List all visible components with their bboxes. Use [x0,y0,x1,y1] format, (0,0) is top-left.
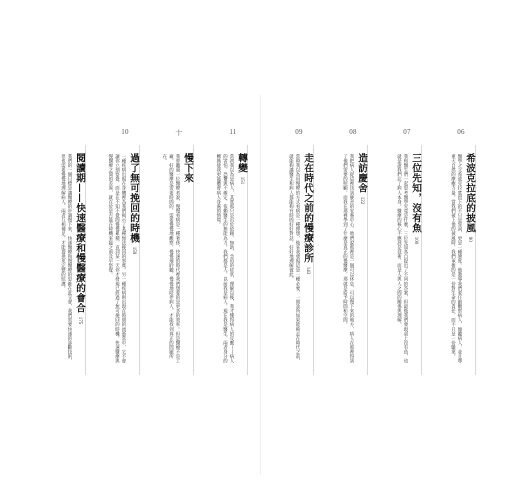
chapter-rule [313,145,314,375]
chapter-summary: 醫學之父希波克拉底留下的不只是誓詞，更是一種態度。他教導我們要仔細觀察病人，傾聽病人，並且尊重大自然的療癒力量。當我們披上他的披風時，我們承擔的是一份對生命的責任，而不只是一份職業。 [450,154,462,364]
chapter-page-number: 122 [359,196,364,205]
chapter-rule [421,145,422,375]
chapter-page-number: 159 [131,246,136,255]
chapter-title[interactable] [463,153,475,242]
chapter-summary: 我曾聽過一位醫療者說，慢慢看病是一種奢侈，快速的時代裡我們想要的是更多的效率。但是醫療不是工廠，好的醫療是需要時間的，需要慢慢地觀察，慢慢地聆聽，慢慢地陪伴病人，才能找到真正的問題所在。 [161,154,180,364]
chapter-rule [139,145,140,375]
chapter-page-number: 100 [413,236,418,245]
chapter-summary: 一種疾病出現在身體裡為我們揭示了某種無法挽回的事實。另一種疾病則出現在時間的流逝當中，它不會讓你立刻察覺，而是在不知不覺間慢慢累積，直到某一天你才發現已經過了無可挽回的時機。快速醫療與慢醫療之間的差異，就在於是否能在時機來臨之前及早察覺。 [107,154,126,364]
chapter-11 [207,108,259,408]
chapter-number: 十 [175,129,183,137]
chapter-number: 11 [229,128,237,136]
chapter-title-text: 閱讀期——快速醫療和慢醫療的會合 [74,153,85,313]
chapter-rule [367,145,368,375]
chapter-title[interactable] [181,153,193,183]
book-gutter [260,95,261,475]
chapter-08 [327,108,379,408]
chapter-title[interactable] [235,153,247,184]
chapter-summary: 我把病人從這裡送到慶舍的安養中心，他們說那裡是一個可以休息、可以慢下來的地方，病人在那裡得到了他們需要的照顧，而我在那裡學到了什麼是真正的慢醫療，那就是給予時間和空間。 [342,154,354,364]
chapter-title[interactable] [301,153,313,274]
chapter-07 [381,108,433,408]
chapter-rule [85,145,86,375]
left-page [36,108,257,408]
chapter-number: 07 [403,128,411,136]
chapter-09 [273,108,325,408]
chapter-summary: 當時我以為用慢療的方式看病是一種理想，後來我發現這是一種必要，一間診所如果能夠走在時代之前，就能夠讓醫生和病人都能夠有時間好好對話，好好地理解彼此。 [288,154,300,364]
chapter-06 [435,108,487,408]
chapter-title-text: 走在時代之前的慢療診所 [302,153,313,263]
chapter-title-text: 過了無可挽回的時機 [128,153,139,243]
chapter-page-number: 151 [239,176,244,185]
chapter-ten [153,108,205,408]
chapter-title-text: 轉變 [236,153,247,173]
chapter-summary: 我們的一個目標是讓醫療的步調慢下來，快速醫療和慢醫療的思維在此交會，我們需要快速的診斷技術，但也需要慢慢地理解病人，兩者互相補足，才能提供更完整的照護。 [60,154,72,364]
chapter-number: 09 [295,128,303,136]
chapter-rule [475,145,476,375]
chapter-page-number: 143 [305,266,310,275]
chapter-rule [247,145,248,375]
chapter-title-text: 三位先知，沒有魚 [410,153,421,233]
chapter-page-number: 90 [467,236,472,242]
chapter-title-text: 希波克拉底的披風 [464,153,475,233]
chapter-title[interactable] [127,153,139,254]
chapter-10 [99,108,151,408]
chapter-page-number: 175 [77,316,82,325]
chapter-interlude [45,108,97,408]
right-page [270,108,491,408]
chapter-number: 10 [121,128,129,136]
chapter-summary: 我和醫生們一起思考醫學究竟是什麼，三位先知各自提出了不同的答案，但最後我們發現桌上沒有魚，也就是說我們忘了病人本身。醫療的核心不應該是技術，而是人與人之間的關係與理解。 [396,154,408,364]
chapter-title-text: 造訪慶舍 [356,153,367,193]
chapter-number: 08 [349,128,357,136]
chapter-rule [193,145,194,375]
chapter-title[interactable] [409,153,421,244]
chapter-number: 06 [457,128,465,136]
chapter-summary: 當初我以為是病人，其實那只是出於依賴、無助、急迫的症狀，理解以後，我才懂得病人的反應——病人的害怕，恐懼與不確定、依賴醫生的無能為力。我們都是人，以前我是病人，現在我是醫生，兩者身分的轉換使我更能體會病人身處的情境。 [215,154,234,364]
chapter-title-text: 慢下來 [182,153,193,183]
chapter-title[interactable] [73,153,85,324]
chapter-title[interactable] [355,153,367,204]
